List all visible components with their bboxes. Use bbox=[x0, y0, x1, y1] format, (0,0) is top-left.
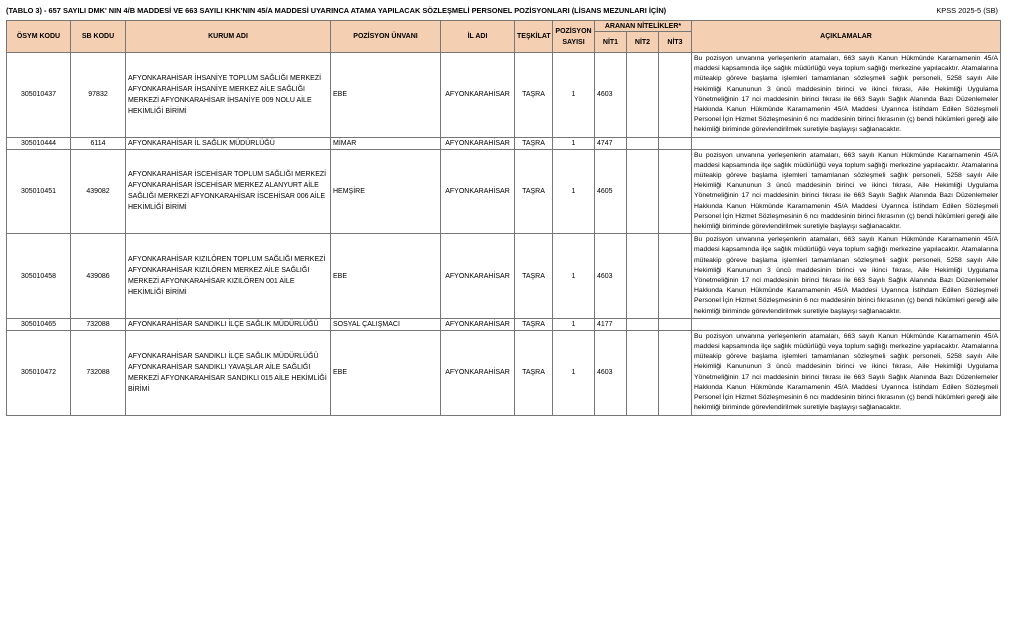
cell-pozisyon-unvani: MİMAR bbox=[331, 137, 441, 149]
col-kurum-adi: KURUM ADI bbox=[126, 21, 331, 53]
cell-osym-kodu: 305010451 bbox=[7, 149, 71, 234]
cell-nit3 bbox=[659, 234, 692, 319]
table-body bbox=[7, 53, 1001, 416]
table-row bbox=[7, 149, 1001, 234]
cell-pozisyon-sayisi: 1 bbox=[553, 234, 595, 319]
cell-teskilat: TAŞRA bbox=[515, 234, 553, 319]
cell-aciklamalar: Bu pozisyon unvanına yerleşenlerin atamaları, 663 sayılı Kanun Hükmünde Kararnamenin 45/A maddesi kapsamında ilçe sağlık müdürlüğü veya toplum sağlığı merkezine yapılacaktır. Atamalarına müteakip göreve başlama işlemleri tamamlanan sözleşmeli sağlık personeli, 5258 sayılı Aile Hekimliği Kanununun 3 üncü maddesinin birinci ve ikinci fıkrası, Aile Hekimliği Uygulama Yönetmeliğinin 17 nci maddesinin birinci fıkrası ile 663 Sayılı Sağlık Alanında Bazı Düzenlemeler Hakkında Kanun Hükmünde Kararnamenin 45/A Maddesi Uyarınca İstihdam Edilen Sözleşmeli Personel İçin Hizmet Sözleşmesinin 6 ncı maddesinin birinci fıkrasının (ç) bendi hükümleri gereği aile hekimliği biriminde görevlendirilmek suretiyle başlayışı sağlanacaktır. bbox=[692, 330, 1001, 415]
col-pozisyon-unvani: POZİSYON ÜNVANI bbox=[331, 21, 441, 53]
col-osym-kodu: ÖSYM KODU bbox=[7, 21, 71, 53]
cell-nit3 bbox=[659, 318, 692, 330]
cell-pozisyon-sayisi: 1 bbox=[553, 137, 595, 149]
cell-sb-kodu: 97832 bbox=[71, 53, 126, 138]
cell-aciklamalar: Bu pozisyon unvanına yerleşenlerin atamaları, 663 sayılı Kanun Hükmünde Kararnamenin 45/A maddesi kapsamında ilçe sağlık müdürlüğü veya toplum sağlığı merkezine yapılacaktır. Atamalarına müteakip göreve başlama işlemleri tamamlanan sözleşmeli sağlık personeli, 5258 sayılı Aile Hekimliği Kanununun 3 üncü maddesinin birinci ve ikinci fıkrası, Aile Hekimliği Uygulama Yönetmeliğinin 17 nci maddesinin birinci fıkrası ile 663 Sayılı Sağlık Alanında Bazı Düzenlemeler Hakkında Kanun Hükmünde Kararnamenin 45/A Maddesi Uyarınca İstihdam Edilen Sözleşmeli Personel İçin Hizmet Sözleşmesinin 6 ncı maddesinin birinci fıkrasının (ç) bendi hükümleri gereği aile hekimliği biriminde görevlendirilmek suretiyle başlayışı sağlanacaktır. bbox=[692, 53, 1001, 138]
table-row bbox=[7, 318, 1001, 330]
cell-teskilat: TAŞRA bbox=[515, 53, 553, 138]
col-teskilat: TEŞKİLAT bbox=[515, 21, 553, 53]
cell-osym-kodu: 305010437 bbox=[7, 53, 71, 138]
cell-nit1: 4603 bbox=[595, 330, 627, 415]
table-row bbox=[7, 330, 1001, 415]
cell-teskilat: TAŞRA bbox=[515, 318, 553, 330]
title-bar bbox=[0, 0, 1024, 20]
positions-table bbox=[6, 20, 1001, 416]
cell-kurum-adi: AFYONKARAHİSAR KIZILÖREN TOPLUM SAĞLIĞI MERKEZİ AFYONKARAHİSAR KIZILÖREN MERKEZ AİLE SAĞLIĞI MERKEZİ AFYONKARAHİSAR KIZILÖREN 001 AİLE HEKİMLİĞİ BİRİMİ bbox=[126, 234, 331, 319]
cell-nit3 bbox=[659, 137, 692, 149]
cell-sb-kodu: 732088 bbox=[71, 330, 126, 415]
cell-nit1: 4177 bbox=[595, 318, 627, 330]
table-row bbox=[7, 53, 1001, 138]
exam-code: KPSS 2025-5 (SB) bbox=[936, 6, 998, 15]
table-row bbox=[7, 234, 1001, 319]
cell-sb-kodu: 439082 bbox=[71, 149, 126, 234]
cell-il-adi: AFYONKARAHİSAR bbox=[441, 149, 515, 234]
cell-sb-kodu: 439086 bbox=[71, 234, 126, 319]
cell-nit2 bbox=[627, 149, 659, 234]
cell-pozisyon-sayisi: 1 bbox=[553, 149, 595, 234]
cell-sb-kodu: 6114 bbox=[71, 137, 126, 149]
cell-nit3 bbox=[659, 53, 692, 138]
cell-osym-kodu: 305010444 bbox=[7, 137, 71, 149]
cell-pozisyon-unvani: EBE bbox=[331, 330, 441, 415]
cell-pozisyon-unvani: SOSYAL ÇALIŞMACI bbox=[331, 318, 441, 330]
cell-pozisyon-sayisi: 1 bbox=[553, 318, 595, 330]
cell-nit1: 4603 bbox=[595, 234, 627, 319]
cell-pozisyon-unvani: EBE bbox=[331, 234, 441, 319]
cell-kurum-adi: AFYONKARAHİSAR İSCEHİSAR TOPLUM SAĞLIĞI MERKEZİ AFYONKARAHİSAR İSCEHİSAR MERKEZ ALANYURT AİLE SAĞLIĞI MERKEZİ AFYONKARAHİSAR İSCEHİSAR 006 AİLE HEKİMLİĞİ BİRİMİ bbox=[126, 149, 331, 234]
cell-nit2 bbox=[627, 318, 659, 330]
cell-aciklamalar: Bu pozisyon unvanına yerleşenlerin atamaları, 663 sayılı Kanun Hükmünde Kararnamenin 45/A maddesi kapsamında ilçe sağlık müdürlüğü veya toplum sağlığı merkezine yapılacaktır. Atamalarına müteakip göreve başlama işlemleri tamamlanan sözleşmeli sağlık personeli, 5258 sayılı Aile Hekimliği Kanununun 3 üncü maddesinin birinci ve ikinci fıkrası, Aile Hekimliği Uygulama Yönetmeliğinin 17 nci maddesinin birinci fıkrası ile 663 Sayılı Sağlık Alanında Bazı Düzenlemeler Hakkında Kanun Hükmünde Kararnamenin 45/A Maddesi Uyarınca İstihdam Edilen Sözleşmeli Personel İçin Hizmet Sözleşmesinin 6 ncı maddesinin birinci fıkrasının (ç) bendi hükümleri gereği aile hekimliği biriminde görevlendirilmek suretiyle başlayışı sağlanacaktır. bbox=[692, 234, 1001, 319]
cell-aciklamalar bbox=[692, 318, 1001, 330]
cell-nit2 bbox=[627, 137, 659, 149]
cell-osym-kodu: 305010472 bbox=[7, 330, 71, 415]
cell-aciklamalar bbox=[692, 137, 1001, 149]
cell-nit1: 4603 bbox=[595, 53, 627, 138]
cell-nit2 bbox=[627, 330, 659, 415]
cell-teskilat: TAŞRA bbox=[515, 137, 553, 149]
cell-pozisyon-unvani: HEMŞİRE bbox=[331, 149, 441, 234]
cell-nit1: 4605 bbox=[595, 149, 627, 234]
cell-nit2 bbox=[627, 53, 659, 138]
cell-il-adi: AFYONKARAHİSAR bbox=[441, 318, 515, 330]
cell-nit3 bbox=[659, 330, 692, 415]
col-pozisyon-sayisi: POZİSYON SAYISI bbox=[553, 21, 595, 53]
cell-il-adi: AFYONKARAHİSAR bbox=[441, 137, 515, 149]
cell-nit3 bbox=[659, 149, 692, 234]
col-sb-kodu: SB KODU bbox=[71, 21, 126, 53]
cell-il-adi: AFYONKARAHİSAR bbox=[441, 330, 515, 415]
col-nit1: NİT1 bbox=[595, 32, 627, 53]
col-group-aranan-nitelikler: ARANAN NİTELİKLER* bbox=[595, 21, 692, 32]
table-row bbox=[7, 137, 1001, 149]
cell-aciklamalar: Bu pozisyon unvanına yerleşenlerin atamaları, 663 sayılı Kanun Hükmünde Kararnamenin 45/A maddesi kapsamında ilçe sağlık müdürlüğü veya toplum sağlığı merkezine yapılacaktır. Atamalarına müteakip göreve başlama işlemleri tamamlanan sözleşmeli sağlık personeli, 5258 sayılı Aile Hekimliği Kanununun 3 üncü maddesinin birinci ve ikinci fıkrası, Aile Hekimliği Uygulama Yönetmeliğinin 17 nci maddesinin birinci fıkrası ile 663 Sayılı Sağlık Alanında Bazı Düzenlemeler Hakkında Kanun Hükmünde Kararnamenin 45/A Maddesi Uyarınca İstihdam Edilen Sözleşmeli Personel İçin Hizmet Sözleşmesinin 6 ncı maddesinin birinci fıkrasının (ç) bendi hükümleri gereği aile hekimliği biriminde görevlendirilmek suretiyle başlayışı sağlanacaktır. bbox=[692, 149, 1001, 234]
col-nit2: NİT2 bbox=[627, 32, 659, 53]
col-aciklamalar: AÇIKLAMALAR bbox=[692, 21, 1001, 53]
cell-osym-kodu: 305010465 bbox=[7, 318, 71, 330]
cell-kurum-adi: AFYONKARAHİSAR SANDIKLI İLÇE SAĞLIK MÜDÜRLÜĞÜ bbox=[126, 318, 331, 330]
cell-pozisyon-sayisi: 1 bbox=[553, 330, 595, 415]
cell-nit1: 4747 bbox=[595, 137, 627, 149]
cell-kurum-adi: AFYONKARAHİSAR İHSANİYE TOPLUM SAĞLIĞI MERKEZİ AFYONKARAHİSAR İHSANİYE MERKEZ AİLE SAĞLIĞI MERKEZİ AFYONKARAHİSAR İHSANİYE 009 NOLU AİLE HEKİMLİĞİ BİRİMİ bbox=[126, 53, 331, 138]
cell-teskilat: TAŞRA bbox=[515, 149, 553, 234]
cell-teskilat: TAŞRA bbox=[515, 330, 553, 415]
cell-pozisyon-unvani: EBE bbox=[331, 53, 441, 138]
cell-il-adi: AFYONKARAHİSAR bbox=[441, 53, 515, 138]
col-il-adi: İL ADI bbox=[441, 21, 515, 53]
col-nit3: NİT3 bbox=[659, 32, 692, 53]
cell-kurum-adi: AFYONKARAHİSAR İL SAĞLIK MÜDÜRLÜĞÜ bbox=[126, 137, 331, 149]
cell-osym-kodu: 305010458 bbox=[7, 234, 71, 319]
cell-kurum-adi: AFYONKARAHİSAR SANDIKLI İLÇE SAĞLIK MÜDÜRLÜĞÜ AFYONKARAHİSAR SANDIKLI YAVAŞLAR AİLE SAĞLIĞI MERKEZİ AFYONKARAHİSAR SANDIKLI 015 AİLE HEKİMLİĞİ BİRİMİ bbox=[126, 330, 331, 415]
table-title: (TABLO 3) - 657 SAYILI DMK' NIN 4/B MADDESİ VE 663 SAYILI KHK'NIN 45/A MADDESİ UYARINCA ATAMA YAPILACAK SÖZLEŞMELİ PERSONEL POZİSYONLARI (LİSANS MEZUNLARI İÇİN) bbox=[6, 6, 667, 15]
cell-nit2 bbox=[627, 234, 659, 319]
cell-pozisyon-sayisi: 1 bbox=[553, 53, 595, 138]
cell-il-adi: AFYONKARAHİSAR bbox=[441, 234, 515, 319]
cell-sb-kodu: 732088 bbox=[71, 318, 126, 330]
